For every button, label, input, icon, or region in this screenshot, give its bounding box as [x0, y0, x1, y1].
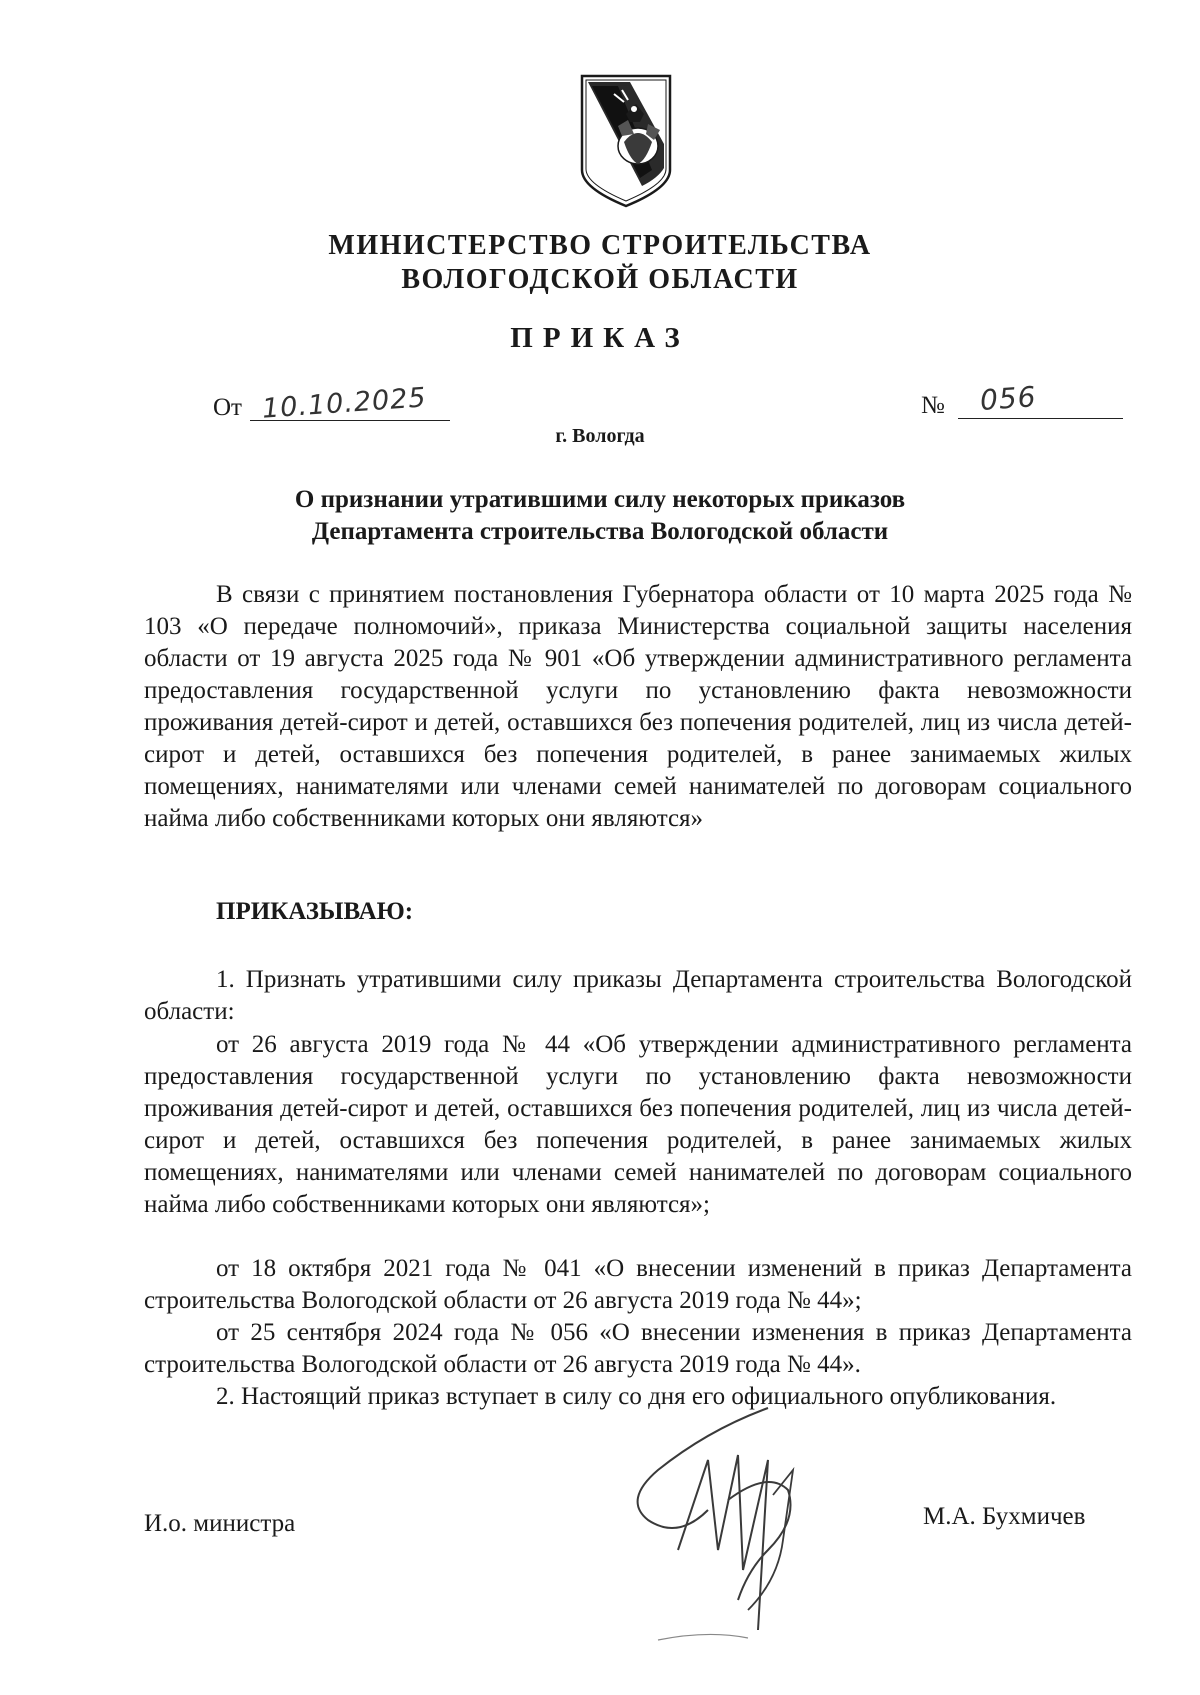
order-item-1-sub-b: от 18 октября 2021 года № 041 «О внесении изменений в приказ Департамента строительства Вологодской области от 26 августа 2019 года № 44»; [144, 1255, 1132, 1314]
order-heading: ПРИКАЗЫВАЮ: [216, 898, 414, 925]
order-item-1: 1. Признать утратившими силу приказы Департамента строительства Вологодской области: [144, 966, 1132, 1025]
order-item-1-sub-c: от 25 сентября 2024 года № 056 «О внесении изменения в приказ Департамента строительства Вологодской области от 26 августа 2019 года № 44». [144, 1319, 1132, 1378]
handwritten-number: 056 [978, 380, 1038, 417]
order-item-2: 2. Настоящий приказ вступает в силу со дня его официального опубликования. [216, 1383, 1057, 1410]
ministry-name-line1: МИНИСТЕРСТВО СТРОИТЕЛЬСТВА [328, 230, 872, 261]
signatory-position: И.о. министра [144, 1510, 296, 1537]
signatory-name: М.А. Бухмичев [923, 1503, 1086, 1530]
document-type-heading: ПРИКАЗ [510, 322, 690, 354]
handwritten-date: 10.10.2025 [261, 382, 428, 425]
ministry-name-line2: ВОЛОГОДСКОЙ ОБЛАСТИ [401, 264, 799, 295]
coat-of-arms-emblem [578, 74, 674, 208]
handwritten-signature [618, 1400, 848, 1655]
document-title-line1: О признании утратившими силу некоторых приказов [294, 486, 906, 513]
document-title-line2: Департамента строительства Вологодской области [311, 518, 889, 545]
order-item-1-sub-a: от 26 августа 2019 года № 44 «Об утверждении административного регламента предоставления государственной услуги по установлению факта невозможности проживания детей-сирот и детей, оставшихся без попечения родителей, лиц из числа детей-сирот и детей, оставшихся без попечения родителей, в ранее занимаемых жилых помещениях, нанимателями или членами семей нанимателей по договорам социального найма либо собственниками которых они являются»; [144, 1031, 1132, 1218]
number-label: № [921, 392, 945, 419]
number-underline [958, 418, 1123, 419]
city-label: г. Вологда [555, 425, 645, 447]
preamble-paragraph: В связи с принятием постановления Губернатора области от 10 марта 2025 года № 103 «О передаче полномочий», приказа Министерства социальной защиты населения области от 19 августа 2025 года № 901 «Об утверждении административного регламента предоставления государственной услуги по установлению факта невозможности проживания детей-сирот и детей, оставшихся без попечения родителей, лиц из числа детей-сирот и детей, оставшихся без попечения родителей, в ранее занимаемых жилых помещениях, нанимателями или членами семей нанимателей по договорам социального найма либо собственниками которых они являются» [144, 581, 1132, 832]
date-label: От [213, 394, 242, 421]
